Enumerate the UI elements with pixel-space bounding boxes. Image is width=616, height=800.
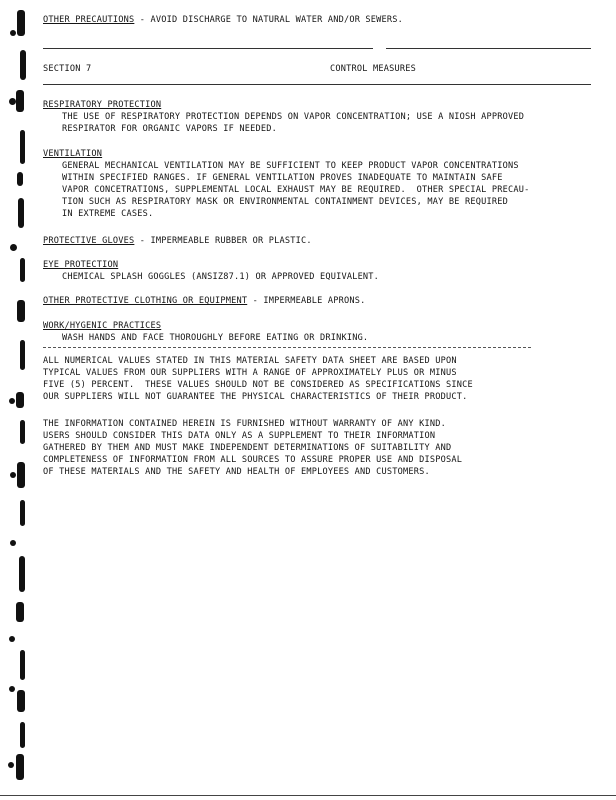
section-title: CONTROL MEASURES — [330, 64, 416, 74]
warranty-line: GATHERED BY THEM AND MUST MAKE INDEPENDENT DETERMINATIONS OF SUITABILITY AND — [43, 443, 452, 453]
clothing-text: - IMPERMEABLE APRONS. — [247, 296, 366, 306]
work-heading: WORK/HYGENIC PRACTICES — [43, 321, 162, 331]
clothing-heading: OTHER PROTECTIVE CLOTHING OR EQUIPMENT — [43, 296, 248, 306]
ventilation-heading: VENTILATION — [43, 149, 103, 159]
section-rule — [43, 84, 591, 85]
other-precautions-line — [43, 14, 403, 26]
respiratory-line: THE USE OF RESPIRATORY PROTECTION DEPENDS ON VAPOR CONCENTRATION; USE A NIOSH APPROVED — [62, 112, 525, 122]
disclaimer-line: OUR SUPPLIERS WILL NOT GUARANTEE THE PHYSICAL CHARACTERISTICS OF THEIR PRODUCT. — [43, 392, 468, 402]
separator-rule — [43, 48, 373, 49]
other-precautions-text: - AVOID DISCHARGE TO NATURAL WATER AND/OR SEWERS. — [134, 15, 404, 25]
ventilation-line: IN EXTREME CASES. — [62, 209, 154, 219]
warranty-line: OF THESE MATERIALS AND THE SAFETY AND HEALTH OF EMPLOYEES AND CUSTOMERS. — [43, 467, 430, 477]
respiratory-line: RESPIRATOR FOR ORGANIC VAPORS IF NEEDED. — [62, 124, 277, 134]
ventilation-line: WITHIN SPECIFIED RANGES. IF GENERAL VENTILATION PROVES INADEQUATE TO MAINTAIN SAFE — [62, 173, 503, 183]
eye-heading: EYE PROTECTION — [43, 260, 119, 270]
page-bottom-edge — [0, 795, 616, 796]
section-number: SECTION 7 — [43, 64, 92, 74]
dashed-separator — [43, 347, 531, 348]
ventilation-line: VAPOR CONCETRATIONS, SUPPLEMENTAL LOCAL EXHAUST MAY BE REQUIRED. OTHER SPECIAL PRECAU- — [62, 185, 530, 195]
ventilation-line: TION SUCH AS RESPIRATORY MASK OR ENVIRONMENTAL CONTAINMENT DEVICES, MAY BE REQUIRED — [62, 197, 509, 207]
binder-edge-marks — [0, 0, 40, 800]
eye-line: CHEMICAL SPLASH GOGGLES (ANSIZ87.1) OR APPROVED EQUIVALENT. — [62, 272, 380, 282]
respiratory-heading: RESPIRATORY PROTECTION — [43, 100, 162, 110]
clothing-line — [43, 295, 365, 307]
gloves-text: - IMPERMEABLE RUBBER OR PLASTIC. — [134, 236, 312, 246]
work-line: WASH HANDS AND FACE THOROUGHLY BEFORE EATING OR DRINKING. — [62, 333, 369, 343]
other-precautions-heading: OTHER PRECAUTIONS — [43, 15, 135, 25]
disclaimer-line: TYPICAL VALUES FROM OUR SUPPLIERS WITH A RANGE OF APPROXIMATELY PLUS OR MINUS — [43, 368, 457, 378]
ventilation-line: GENERAL MECHANICAL VENTILATION MAY BE SUFFICIENT TO KEEP PRODUCT VAPOR CONCENTRATIONS — [62, 161, 519, 171]
warranty-line: COMPLETENESS OF INFORMATION FROM ALL SOURCES TO ASSURE PROPER USE AND DISPOSAL — [43, 455, 463, 465]
warranty-line: USERS SHOULD CONSIDER THIS DATA ONLY AS A SUPPLEMENT TO THEIR INFORMATION — [43, 431, 436, 441]
disclaimer-line: ALL NUMERICAL VALUES STATED IN THIS MATERIAL SAFETY DATA SHEET ARE BASED UPON — [43, 356, 457, 366]
gloves-line — [43, 235, 312, 247]
disclaimer-line: FIVE (5) PERCENT. THESE VALUES SHOULD NOT BE CONSIDERED AS SPECIFICATIONS SINCE — [43, 380, 473, 390]
separator-rule — [386, 48, 591, 49]
warranty-line: THE INFORMATION CONTAINED HEREIN IS FURNISHED WITHOUT WARRANTY OF ANY KIND. — [43, 419, 447, 429]
gloves-heading: PROTECTIVE GLOVES — [43, 236, 135, 246]
